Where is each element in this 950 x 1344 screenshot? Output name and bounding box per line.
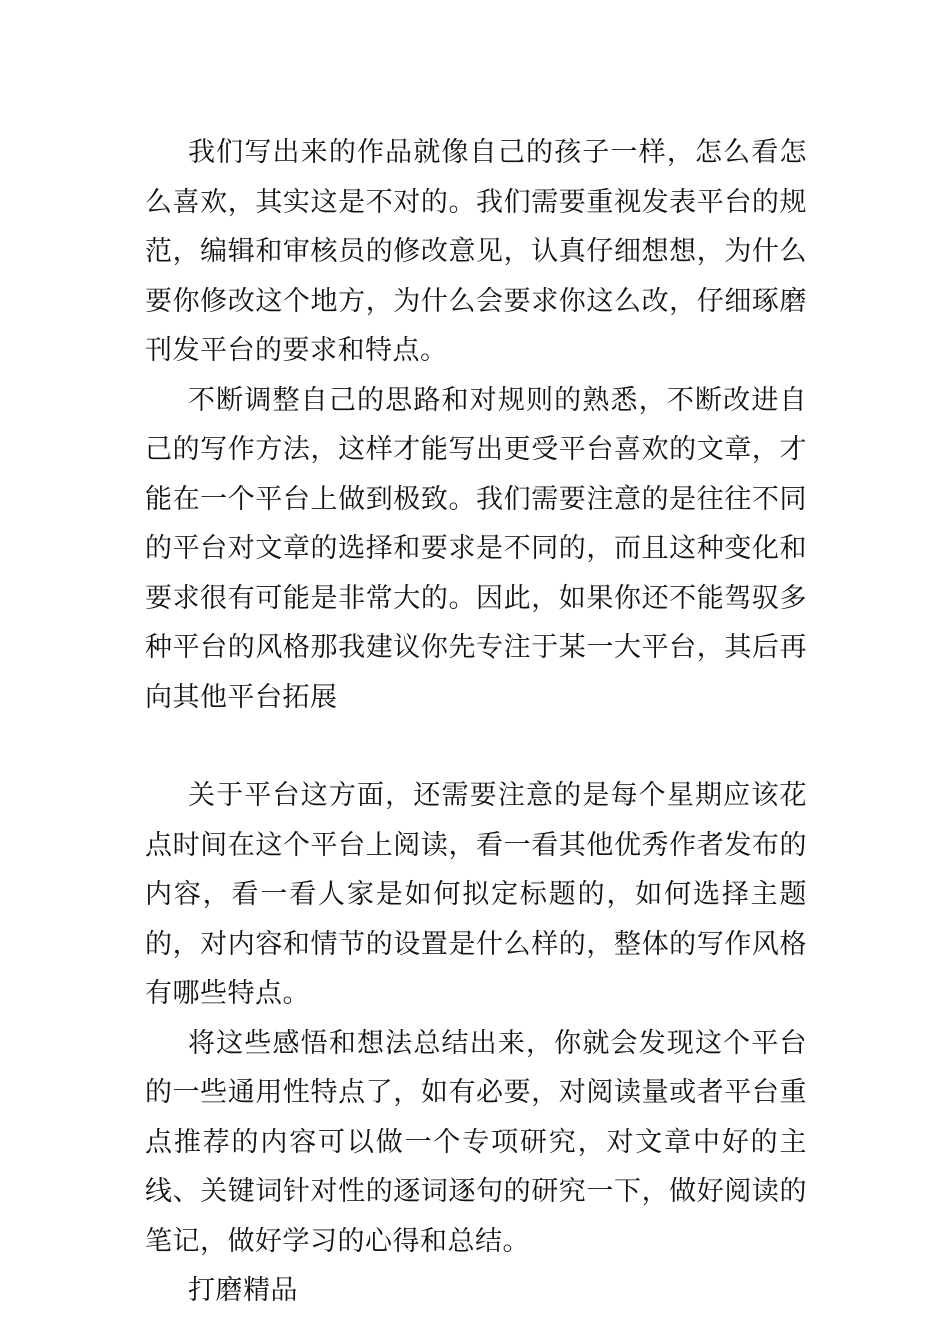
- paragraph-2: 不断调整自己的思路和对规则的熟悉，不断改进自己的写作方法，这样才能写出更受平台喜欢的文章，才能在一个平台上做到极致。我们需要注意的是往往不同的平台对文章的选择和要求是不同的，而且这种变化和要求很有可能是非常大的。因此，如果你还不能驾驭多种平台的风格那我建议你先专注于某一大平台，其后再向其他平台拓展: [145, 384, 807, 713]
- paragraph-3: 关于平台这方面，还需要注意的是每个星期应该花点时间在这个平台上阅读，看一看其他优秀作者发布的内容，看一看人家是如何拟定标题的，如何选择主题的，对内容和情节的设置是什么样的，整体的写作风格有哪些特点。: [145, 780, 807, 1009]
- paragraph-4: 将这些感悟和想法总结出来，你就会发现这个平台的一些通用性特点了，如有必要，对阅读量或者平台重点推荐的内容可以做一个专项研究，对文章中好的主线、关键词针对性的逐词逐句的研究一下，做好阅读的笔记，做好学习的心得和总结。: [145, 1027, 807, 1257]
- document-body: [145, 128, 807, 1316]
- paragraph-1: 我们写出来的作品就像自己的孩子一样，怎么看怎么喜欢，其实这是不对的。我们需要重视发表平台的规范，编辑和审核员的修改意见，认真仔细想想，为什么要你修改这个地方，为什么会要求你这么改，仔细琢磨刊发平台的要求和特点。: [145, 137, 807, 366]
- section-heading: 打磨精品: [188, 1275, 298, 1306]
